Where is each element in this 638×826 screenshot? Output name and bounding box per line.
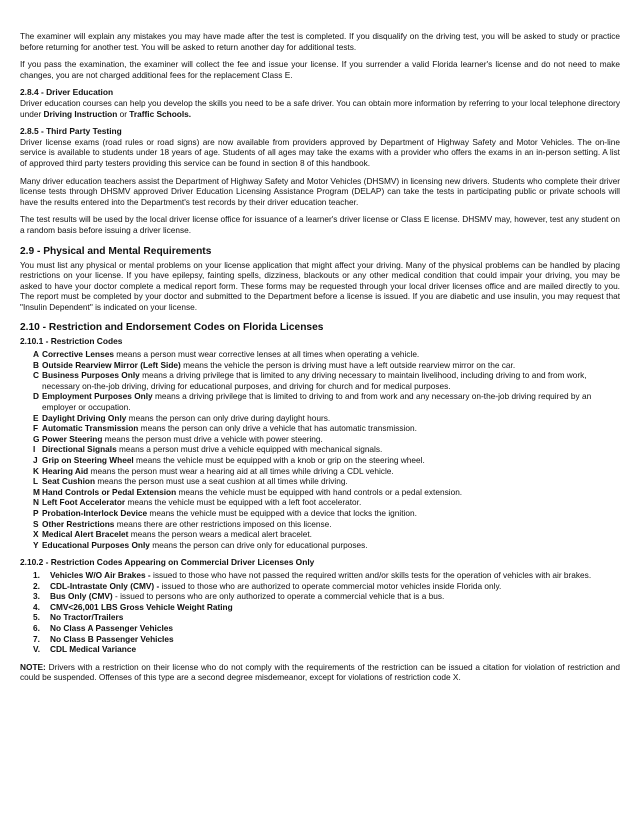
cdl-code-desc: - issued to persons who are only authorized to operate a commercial vehicle that is a bus.	[112, 591, 445, 602]
restriction-code-desc: means the person must use a seat cushion at all times while driving.	[95, 476, 348, 487]
physical-requirements-text: You must list any physical or mental problems on your license application that might affect your driving. Many of the physical problems can be handled by placing restrictions on your license. If you have epilepsy, fainting spells, dizziness, blackouts or any other medical condition that could impair your driving, you may be asked to have your doctor complete a medical report form. These forms may be requested through your local driver licenses office and are mailed directly to you. The report must be completed by your doctor and submitted to the Department before a license is issued. If you are diabetic and use insulin, you may request that "Insulin Dependent" is indicated on your license.	[20, 259, 620, 312]
restriction-code-term: Power Steering	[42, 433, 103, 444]
restriction-code-item	[20, 423, 620, 434]
restriction-code-term: Medical Alert Bracelet	[42, 529, 129, 540]
restriction-code-letter: P	[33, 507, 39, 518]
traffic-schools-term: Traffic Schools.	[129, 108, 192, 119]
note-paragraph: NOTE: Drivers with a restriction on their license who do not comply with the requirements of the restriction can be issued a citation for violation of restriction and could be suspended. Offenses of this type are a second degree misdemeanor, except for violations of restriction code X.	[20, 661, 620, 683]
restriction-code-term: Hearing Aid	[42, 465, 89, 476]
driver-education-text: Driver education courses can help you develop the skills you need to be a safe driver. You can obtain more information by referring to your local telephone directory under Driving Instruction or Traffic Schools.	[20, 97, 620, 119]
restriction-code-desc: means there are other restrictions imposed on this license.	[114, 518, 332, 529]
restriction-code-letter: X	[33, 529, 39, 540]
restriction-code-letter: Y	[33, 539, 39, 550]
restriction-code-item	[20, 476, 620, 487]
restriction-code-item	[20, 466, 620, 477]
cdl-code-item	[20, 591, 620, 602]
restriction-code-letter: M	[33, 486, 40, 497]
restriction-code-desc: means a person must drive a vehicle equipped with mechanical signals.	[116, 444, 383, 455]
restriction-code-desc: means the person can only drive during daylight hours.	[126, 412, 331, 423]
cdl-codes-subheading: 2.10.2 - Restriction Codes Appearing on Commercial Driver Licenses Only	[20, 557, 315, 568]
restriction-code-item	[20, 370, 620, 391]
restriction-code-term: Seat Cushion	[42, 476, 96, 487]
cdl-code-item	[20, 644, 620, 655]
restriction-code-term: Daylight Driving Only	[42, 412, 127, 423]
restriction-code-item	[20, 434, 620, 445]
restriction-code-letter: I	[33, 444, 36, 455]
restriction-code-letter: C	[33, 370, 39, 381]
restriction-code-term: Probation-Interlock Device	[42, 507, 148, 518]
restriction-codes-list	[20, 349, 620, 550]
cdl-code-item	[20, 581, 620, 592]
cdl-code-number: 4.	[33, 601, 40, 612]
restriction-code-desc: means the person must drive a vehicle with power steering.	[102, 433, 323, 444]
driver-education-heading: 2.8.4 - Driver Education	[20, 87, 114, 98]
restriction-code-letter: J	[33, 455, 38, 465]
restriction-code-letter: E	[33, 412, 39, 423]
restriction-code-item	[20, 360, 620, 371]
cdl-code-number: 5.	[33, 612, 40, 623]
cdl-code-number: 2.	[33, 580, 40, 591]
cdl-code-item	[20, 602, 620, 613]
restriction-code-term: Left Foot Accelerator	[42, 497, 126, 508]
cdl-code-desc: issued to those who have not passed the required written and/or skills tests for the operation of vehicles with air brakes.	[150, 569, 592, 580]
restriction-code-desc: means the person can only drive a vehicle that has automatic transmission.	[138, 423, 417, 434]
restriction-code-letter: S	[33, 518, 39, 529]
restriction-code-desc: means the person can drive only for educational purposes.	[149, 539, 368, 550]
cdl-code-term: No Class A Passenger Vehicles	[50, 622, 173, 633]
restriction-code-letter: F	[33, 423, 39, 434]
restriction-code-item	[20, 444, 620, 455]
cdl-code-term: No Class B Passenger Vehicles	[50, 633, 174, 644]
restriction-code-letter: B	[33, 359, 39, 370]
restriction-code-item	[20, 487, 620, 498]
restriction-code-item	[20, 529, 620, 540]
restriction-code-letter: D	[33, 391, 39, 402]
intro-paragraph-1: The examiner will explain any mistakes you may have made after the test is completed. If you disqualify on the driving test, you will be asked to study or practice before returning for another test. You will be asked to return another day for additional tests.	[20, 31, 620, 52]
cdl-code-item	[20, 570, 620, 581]
note-label: NOTE:	[20, 661, 46, 672]
restriction-code-desc: means the vehicle must be equipped with hand controls or a pedal extension.	[176, 486, 463, 497]
restriction-code-item	[20, 540, 620, 551]
restriction-code-letter: G	[33, 433, 40, 444]
cdl-code-number: 7.	[33, 633, 40, 644]
cdl-code-number: 1.	[33, 569, 40, 580]
third-party-paragraph-3: The test results will be used by the local driver license office for issuance of a learner's driver license or Class E license. DHSMV may, however, test any student on a random basis before issuing a driver license.	[20, 214, 620, 235]
cdl-code-item	[20, 634, 620, 645]
restriction-code-item	[20, 413, 620, 424]
cdl-code-term: CDL Medical Variance	[50, 644, 137, 655]
restriction-code-desc: means the person wears a medical alert bracelet.	[128, 529, 312, 540]
restriction-code-item	[20, 391, 620, 412]
restriction-code-item	[20, 497, 620, 508]
restriction-code-term: Employment Purposes Only	[42, 391, 153, 402]
cdl-code-term: Vehicles W/O Air Brakes -	[50, 569, 151, 580]
cdl-code-desc: issued to those who are authorized to operate commercial motor vehicles inside Florida only.	[159, 580, 502, 591]
restriction-code-term: Educational Purposes Only	[42, 539, 150, 550]
restriction-code-term: Directional Signals	[42, 444, 117, 455]
restriction-code-term: Grip on Steering Wheel	[42, 455, 134, 465]
restriction-codes-heading: 2.10 - Restriction and Endorsement Codes on Florida Licenses	[20, 322, 324, 334]
cdl-codes-list	[20, 570, 620, 655]
third-party-paragraph-1: Driver license exams (road rules or road signs) are now available from providers approved by Department of Highway Safety and Motor Vehicles. The on-line service is available to students under 18 years of age. Students of all ages may take the exams with a provider who offers the exams in an in-person setting. A list of approved third party testers providing this service can be found in section 8 of this handbook.	[20, 136, 620, 168]
cdl-code-term: CMV<26,001 LBS Gross Vehicle Weight Rating	[50, 601, 233, 612]
cdl-code-number: 3.	[33, 591, 40, 602]
cdl-code-item	[20, 623, 620, 634]
restriction-code-letter: K	[33, 465, 39, 476]
restriction-code-desc: means a person must wear corrective lenses at all times when operating a vehicle.	[113, 349, 420, 360]
restriction-code-item	[20, 519, 620, 530]
cdl-code-number: V.	[33, 644, 41, 655]
restriction-codes-subheading: 2.10.1 - Restriction Codes	[20, 336, 123, 347]
intro-paragraph-2: If you pass the examination, the examiner will collect the fee and issue your license. If you surrender a valid Florida learner's license and do not need to make changes, you are not charged additional fees for the replacement Class E.	[20, 59, 620, 80]
restriction-code-letter: N	[33, 497, 39, 508]
third-party-heading: 2.8.5 - Third Party Testing	[20, 126, 122, 137]
restriction-code-item	[20, 349, 620, 360]
restriction-code-desc: means the vehicle must be equipped with a knob or grip on the steering wheel.	[133, 455, 425, 465]
restriction-code-desc: means the vehicle the person is driving must have a left outside rearview mirror on the car.	[180, 359, 516, 370]
restriction-code-term: Outside Rearview Mirror (Left Side)	[42, 359, 181, 370]
restriction-code-term: Business Purposes Only	[42, 370, 140, 381]
restriction-code-letter: L	[33, 476, 39, 487]
restriction-code-desc: means the person must wear a hearing aid at all times while driving a CDL vehicle.	[88, 465, 394, 476]
restriction-code-term: Other Restrictions	[42, 518, 115, 529]
handbook-page	[20, 31, 620, 690]
cdl-code-term: No Tractor/Trailers	[50, 612, 124, 623]
restriction-code-item	[20, 508, 620, 519]
restriction-code-item	[20, 455, 620, 466]
cdl-code-term: Bus Only (CMV)	[50, 591, 113, 602]
physical-requirements-heading: 2.9 - Physical and Mental Requirements	[20, 245, 212, 257]
restriction-code-desc: means a driving privilege that is limited to any driving necessary to maintain livelihood, including driving to and from work, necessary on-the-job driving, driving for educational purposes, and driving for church and for medical purposes.	[42, 370, 587, 391]
driving-instruction-term: Driving Instruction	[43, 108, 118, 119]
third-party-paragraph-2: Many driver education teachers assist the Department of Highway Safety and Motor Vehicles (DHSMV) in licensing new drivers. Students who complete their driver license tests through DHSMV approved Driver Education Licensing Assistance Program (DELAP) can take the tests in participating public or private schools will have the results entered into the Department's test records by their driver education teacher.	[20, 175, 620, 207]
restriction-code-term: Corrective Lenses	[42, 349, 114, 360]
restriction-code-letter: A	[33, 349, 39, 360]
restriction-code-term: Automatic Transmission	[42, 423, 139, 434]
cdl-code-term: CDL-Intrastate Only (CMV) -	[50, 580, 160, 591]
cdl-code-number: 6.	[33, 622, 40, 633]
restriction-code-term: Hand Controls or Pedal Extension	[42, 486, 177, 497]
restriction-code-desc: means the vehicle must be equipped with a device that locks the ignition.	[147, 507, 417, 518]
restriction-code-desc: means the vehicle must be equipped with a left foot accelerator.	[125, 497, 362, 508]
cdl-code-item	[20, 612, 620, 623]
restriction-code-desc: means a driving privilege that is limited to driving to and from work and any necessary on-the-job driving required by an employer or occupation.	[42, 391, 592, 413]
